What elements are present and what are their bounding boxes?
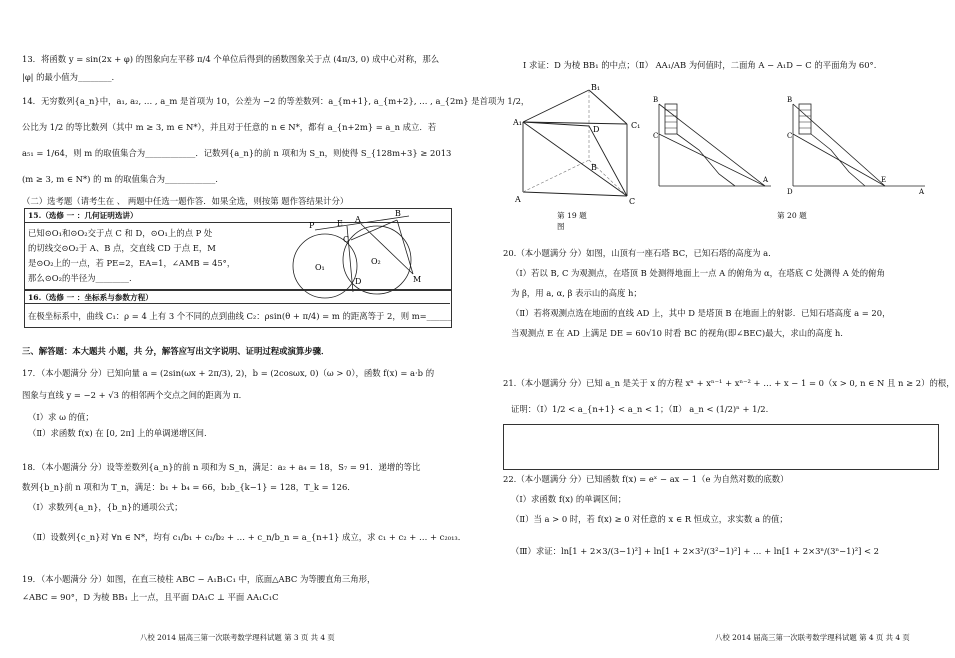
q22-line3: （Ⅱ）当 a > 0 时，若 f(x) ≥ 0 对任意的 x ∈ R 恒成立，求实数 a 的值； [511,514,788,524]
label-a-right: A [919,188,925,196]
q19-continued: Ⅰ 求证：D 为棱 BB₁ 的中点；（Ⅱ） AA₁/AB 为何值时，二面角 A − A₁D − C 的平面角为 60°. [523,60,877,70]
q19-prism-figure [515,84,655,214]
q17-line1: 17．（本小题满分 分）已知向量 a = (2sin(ωx + 2π/3), 2)，b = (2cosωx, 0)（ω > 0），函数 f(x) = a·b 的 [22,368,435,378]
segment-d-c [589,126,627,196]
sight-line-be [793,104,885,186]
label-o1: O₁ [315,263,325,272]
q15-figure [285,209,435,302]
label-b1: B₁ [591,83,601,92]
mountain-slope-left [677,134,735,186]
q22-line2: （Ⅰ）求函数 f(x) 的单调区间； [511,494,627,504]
q14-line1: 14．无穷数列{a_n}中，a₁, a₂, … , a_m 是首项为 10，公差为 −2 的等差数列：a_{m+1}, a_{m+2}, … , a_{2m} 是首项为 1/2， [22,96,530,106]
label-c-right: C [787,132,793,140]
tower-right [799,104,811,134]
q20-line2: （Ⅰ）若以 B, C 为观测点，在塔顶 B 处测得地面上一点 A 的俯角为 α，在塔底 C 处测得 A 处的俯角 [511,268,885,278]
q13-line1: 13．将函数 y = sin(2x + φ) 的图象向左平移 π/4 个单位后得到的函数图象关于点 (4π/3, 0) 成中心对称，那么 [22,54,440,64]
label-c1: C₁ [631,121,641,130]
label-m: M [413,275,422,284]
label-b-right: B [787,96,793,104]
q16-line1: 在极坐标系中，曲线 C₁：ρ = 4 上有 3 个不同的点到曲线 C₂：ρsin(θ + π/4) = m 的距离等于 2，则 m=______ [28,311,452,321]
q15-line3: 是⊙O₂上的一点，若 PE=2，EA=1，∠AMB = 45°， [28,258,236,268]
q14-line4: (m ≥ 3, m ∈ N*) 的 m 的取值集合为____________. [22,174,218,184]
q17-line2: 图象与直线 y = −2 + √3 的相邻两个交点之间的距离为 π． [22,390,248,400]
fig19-caption: 第 19 题图 [557,211,587,231]
q22-line4: （Ⅲ）求证：ln[1 + 2×3/(3−1)²] + ln[1 + 2×3²/(3²−1)²] + … + ln[1 + 2×3ⁿ/(3ⁿ−1)²] < 2 [511,546,880,556]
section-3-header: 三、解答题：本大题共 小题，共 分，解答应写出文字说明、证明过程或演算步骤． [22,346,330,356]
edge-a-c [523,192,627,196]
q13-line2: |φ| 的最小值为________. [22,72,115,82]
label-b: B [591,163,597,172]
label-o2: O₂ [371,257,381,266]
optional-section-header: （二）选考题（请考生在 、 两题中任选一题作答．如果全选，则按第 题作答结果计分） [22,196,349,206]
label-c: C [629,197,636,206]
q22-line1: 22.（本小题满分 分）已知函数 f(x) = eˣ − ax − 1（e 为自然对数的底数） [503,474,789,484]
right-footer: 八校 2014 届高三第一次联考数学理科试题 第 4 页 共 4 页 [715,633,910,642]
q15-title: 15.（选修 一 ：几何证明选讲） [28,211,138,220]
mountain-slope-right [811,134,865,186]
q14-line3: a₅₁ = 1/64，则 m 的取值集合为____________．记数列{a_n}的前 n 项和为 S_n，则使得 S_{128m+3} ≥ 2013 [22,148,452,158]
edge-a1-b1 [523,90,589,122]
label-d: D [593,125,600,134]
q18-line1: 18．（本小题满分 分）设等差数列{a_n}的前 n 项和为 S_n，满足：a₂ + a₄ = 18，S₇ = 91．递增的等比 [22,462,421,472]
label-d: D [355,277,362,286]
label-e: E [337,219,343,228]
left-footer: 八校 2014 届高三第一次联考数学理科试题 第 3 页 共 4 页 [140,633,335,642]
q20-line5: 当观测点 E 在 AD 上满足 DE = 60√10 时看 BC 的视角(即∠BEC)最大，求山的高度 h. [511,328,843,338]
q14-line2: 公比为 1/2 的等比数列（其中 m ≥ 3, m ∈ N*），并且对于任意的 n ∈ N*，都有 a_{n+2m} = a_n 成立．若 [22,122,437,132]
label-e-right: E [881,176,887,184]
q17-line4: （Ⅱ）求函数 f(x) 在 [0, 2π] 上的单调递增区间. [28,428,207,438]
q16-title: 16.（选修 一 ：坐标系与参数方程） [28,293,153,302]
label-a1: A₁ [513,118,522,127]
q19-line2: ∠ABC = 90°，D 为棱 BB₁ 上一点，且平面 DA₁C ⊥ 平面 AA₁C₁C [22,592,279,602]
tower-left [665,104,677,134]
label-d-right: D [787,188,793,196]
q20-line1: 20.（本小题满分 分）如图，山顶有一座石塔 BC，已知石塔的高度为 a． [503,248,777,258]
q15-line2: 的切线交⊙O₂于 A、B 点，交直线 CD 于点 E，M [28,243,216,253]
tangent-line-pab [315,216,409,230]
q21-line2: 证明：（Ⅰ）1/2 < a_{n+1} < a_n < 1；（Ⅱ） a_n < (1/2)ⁿ + 1/2. [511,404,769,414]
fig20-caption: 第 20 题 [777,211,807,220]
q21-line1: 21.（本小题满分 分）已知 a_n 是关于 x 的方程 xⁿ + xⁿ⁻¹ + xⁿ⁻² + … + x − 1 = 0（x > 0, n ∈ N 且 n ≥ 2）的根， [503,378,955,388]
right-page [475,0,955,658]
sight-line-ba [659,104,765,186]
label-c-left: C [653,132,659,140]
label-b: B [395,209,401,218]
label-b-left: B [653,96,659,104]
edge-b1-c1 [589,90,627,124]
q15-line4: 那么⊙O₂的半径为________. [28,273,132,283]
q19-line1: 19．（本小题满分 分）如图，在直三棱柱 ABC − A₁B₁C₁ 中，底面△ABC 为等腰直角三角形， [22,574,376,584]
q18-line4: （Ⅱ）设数列{c_n}对 ∀n ∈ N*，均有 c₁/b₁ + c₂/b₂ + … + c_n/b_n = a_{n+1} 成立，求 c₁ + c₂ + … + c₂₀₁₃． [28,532,467,542]
q16-title-divider [24,303,450,304]
edge-a-b [523,160,589,192]
label-a: A [515,195,521,204]
q20-line3: 为 β，用 a, α, β 表示山的高度 h； [511,288,642,298]
q15-line1: 已知⊙O₁和⊙O₂交于点 C 和 D，⊙O₁上的点 P 处 [28,228,213,238]
q18-line3: （Ⅰ）求数列{a_n}，{b_n}的通项公式； [28,502,183,512]
label-p: P [309,221,315,230]
label-a: A [355,215,361,224]
answer-box [503,424,939,470]
q18-line2: 数列{b_n}前 n 项和为 T_n，满足：b₁ + b₄ = 66，b₂b_{k−1} = 128，T_k = 126． [22,482,356,492]
segment-a1-c [523,122,627,196]
q20-figures [653,94,929,204]
label-a-left: A [763,176,769,184]
q17-line3: （Ⅰ）求 ω 的值； [28,412,94,422]
label-c: C [343,235,350,244]
q20-line4: （Ⅱ）若将观测点选在地面的直线 AD 上，其中 D 是塔顶 B 在地面上的射影．已知石塔高度 a = 20， [511,308,891,318]
sight-line-ce [793,134,885,186]
sight-line-ca [659,134,765,186]
